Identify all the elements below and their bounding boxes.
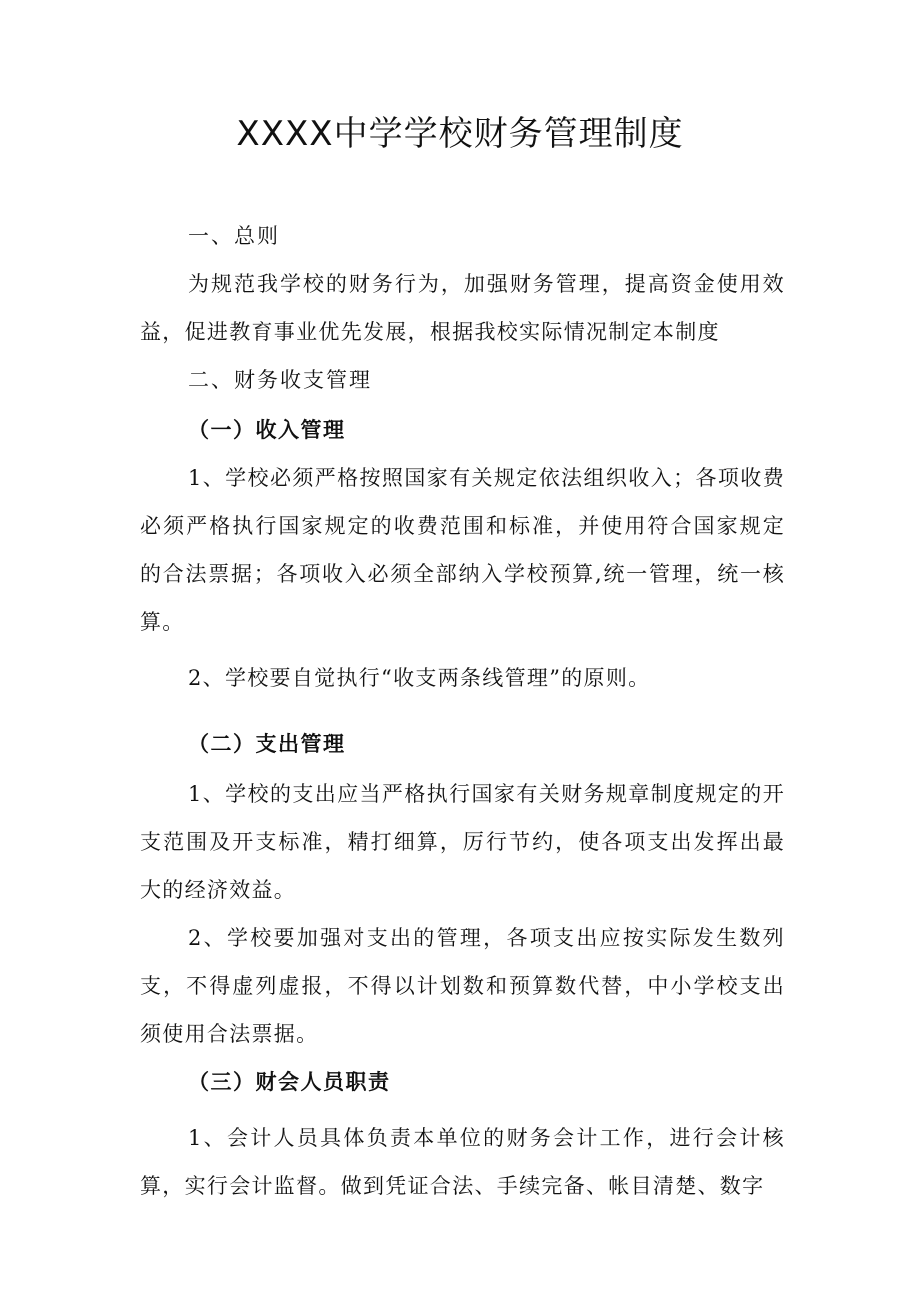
paragraph-expense-2: 2、学校要加强对支出的管理，各项支出应按实际发生数列支，不得虚列虚报，不得以计划数和预算数代替，中小学校支出须使用合法票据。	[140, 926, 785, 1046]
subsection-heading-income: （一）收入管理	[188, 417, 346, 442]
paragraph-staff-1: 1、会计人员具体负责本单位的财务会计工作，进行会计核算，实行会计监督。做到凭证合法、手续完备、帐目清楚、数字	[140, 1126, 785, 1198]
subsection-heading-staff: （三）财会人员职责	[188, 1069, 391, 1094]
paragraph-income-2: 2、学校要自觉执行“收支两条线管理”的原则。	[188, 666, 651, 690]
paragraph-general: 为规范我学校的财务行为，加强财务管理，提高资金使用效益，促进教育事业优先发展，根据我校实际情况制定本制度	[140, 272, 785, 344]
section-heading-finance: 二、财务收支管理	[188, 368, 372, 392]
paragraph-expense-1: 1、学校的支出应当严格执行国家有关财务规章制度规定的开支范围及开支标准，精打细算，厉行节约，使各项支出发挥出最大的经济效益。	[140, 782, 785, 902]
subsection-heading-expense: （二）支出管理	[188, 731, 346, 756]
section-heading-general: 一、总则	[188, 224, 280, 248]
paragraph-income-1: 1、学校必须严格按照国家有关规定依法组织收入；各项收费必须严格执行国家规定的收费范围和标准，并使用符合国家规定的合法票据；各项收入必须全部纳入学校预算,统一管理，统一核算。	[140, 466, 785, 634]
document-title: XXXX中学学校财务管理制度	[236, 114, 684, 154]
